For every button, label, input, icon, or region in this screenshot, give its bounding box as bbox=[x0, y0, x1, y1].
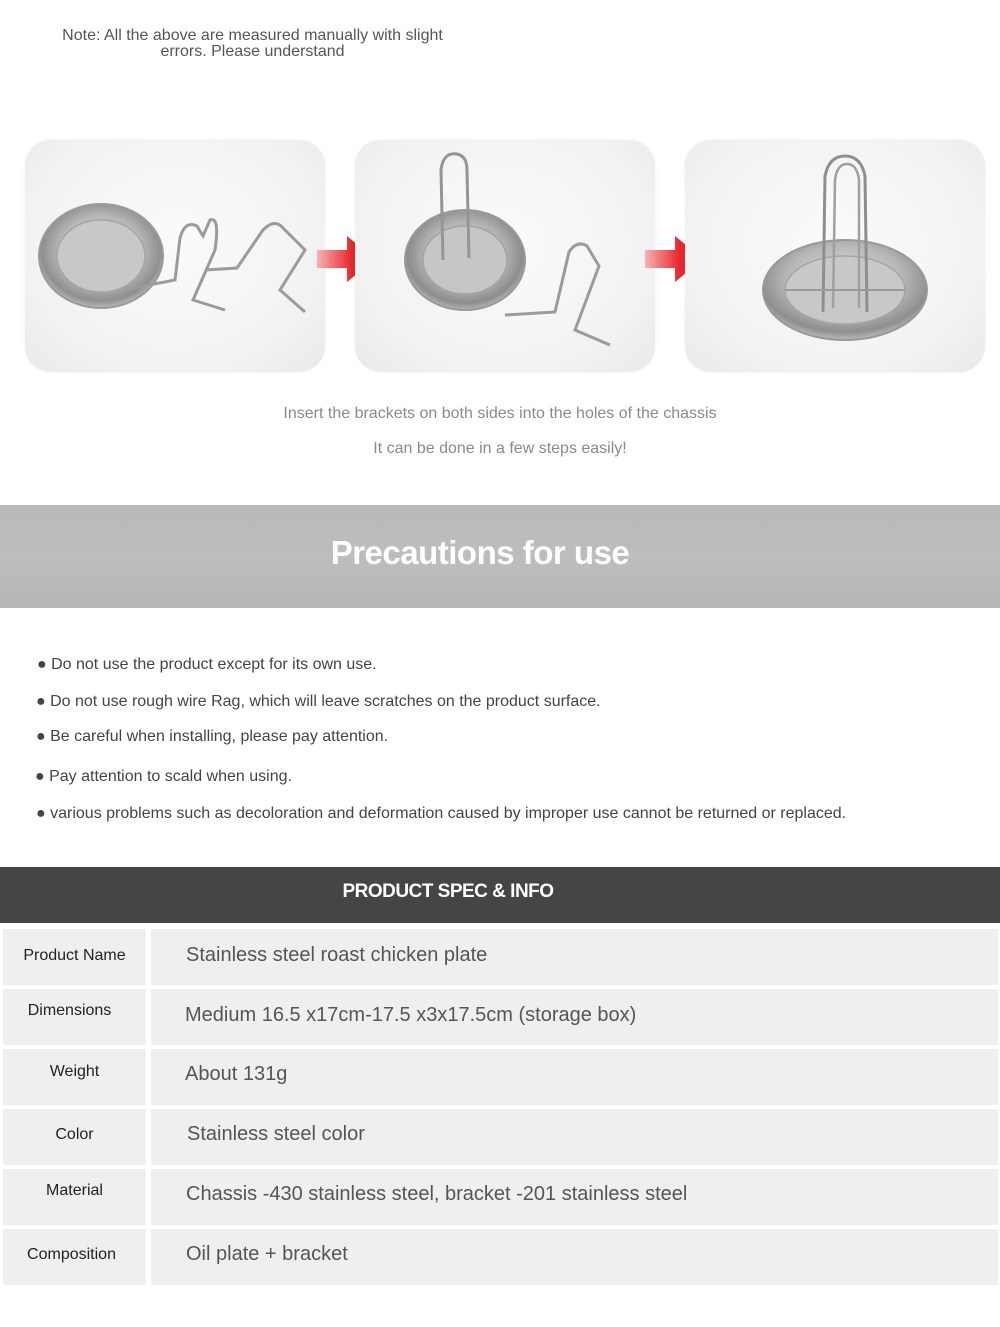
spec-value: Stainless steel roast chicken plate bbox=[151, 929, 998, 985]
assembly-caption-2: It can be done in a few steps easily! bbox=[373, 440, 627, 457]
precautions-title: Precautions for use bbox=[330, 534, 630, 571]
list-item: ● Do not use rough wire Rag, which will leave scratches on the product surface. bbox=[36, 693, 601, 710]
table-row bbox=[0, 1229, 1000, 1285]
list-item: ● various problems such as decoloration and deformation caused by improper use cannot be returned or replaced. bbox=[36, 805, 847, 822]
step-2-image bbox=[355, 140, 655, 372]
assembly-steps bbox=[0, 140, 1000, 372]
step-1-image bbox=[25, 140, 325, 372]
list-item: ● Do not use the product except for its own use. bbox=[37, 656, 377, 673]
spec-label: Composition bbox=[3, 1229, 146, 1285]
list-item: ● Pay attention to scald when using. bbox=[35, 768, 292, 785]
table-row bbox=[0, 1049, 1000, 1105]
step-3-image bbox=[685, 140, 985, 372]
table-row bbox=[0, 929, 1000, 985]
table-row bbox=[0, 989, 1000, 1045]
spec-value: Stainless steel color bbox=[151, 1109, 998, 1165]
spec-value: Medium 16.5 x17cm-17.5 x3x17.5cm (storage box) bbox=[151, 989, 998, 1045]
spec-label: Product Name bbox=[3, 929, 146, 985]
spec-label: Weight bbox=[3, 1049, 146, 1105]
table-row bbox=[0, 1169, 1000, 1225]
spec-value: Chassis -430 stainless steel, bracket -201 stainless steel bbox=[151, 1169, 998, 1225]
assembly-caption-1: Insert the brackets on both sides into the holes of the chassis bbox=[283, 405, 717, 422]
spec-value: Oil plate + bracket bbox=[151, 1229, 998, 1285]
spec-label: Dimensions bbox=[3, 989, 146, 1045]
table-row bbox=[0, 1109, 1000, 1165]
spec-label: Material bbox=[3, 1169, 146, 1225]
measurement-note bbox=[40, 28, 465, 60]
spec-value: About 131g bbox=[151, 1049, 998, 1105]
note-line-1: Note: All the above are measured manually with slight bbox=[62, 27, 443, 44]
spec-title: PRODUCT SPEC & INFO bbox=[342, 881, 554, 902]
spec-label: Color bbox=[3, 1109, 146, 1165]
note-line-2: errors. Please understand bbox=[160, 43, 345, 60]
list-item: ● Be careful when installing, please pay attention. bbox=[36, 728, 389, 745]
